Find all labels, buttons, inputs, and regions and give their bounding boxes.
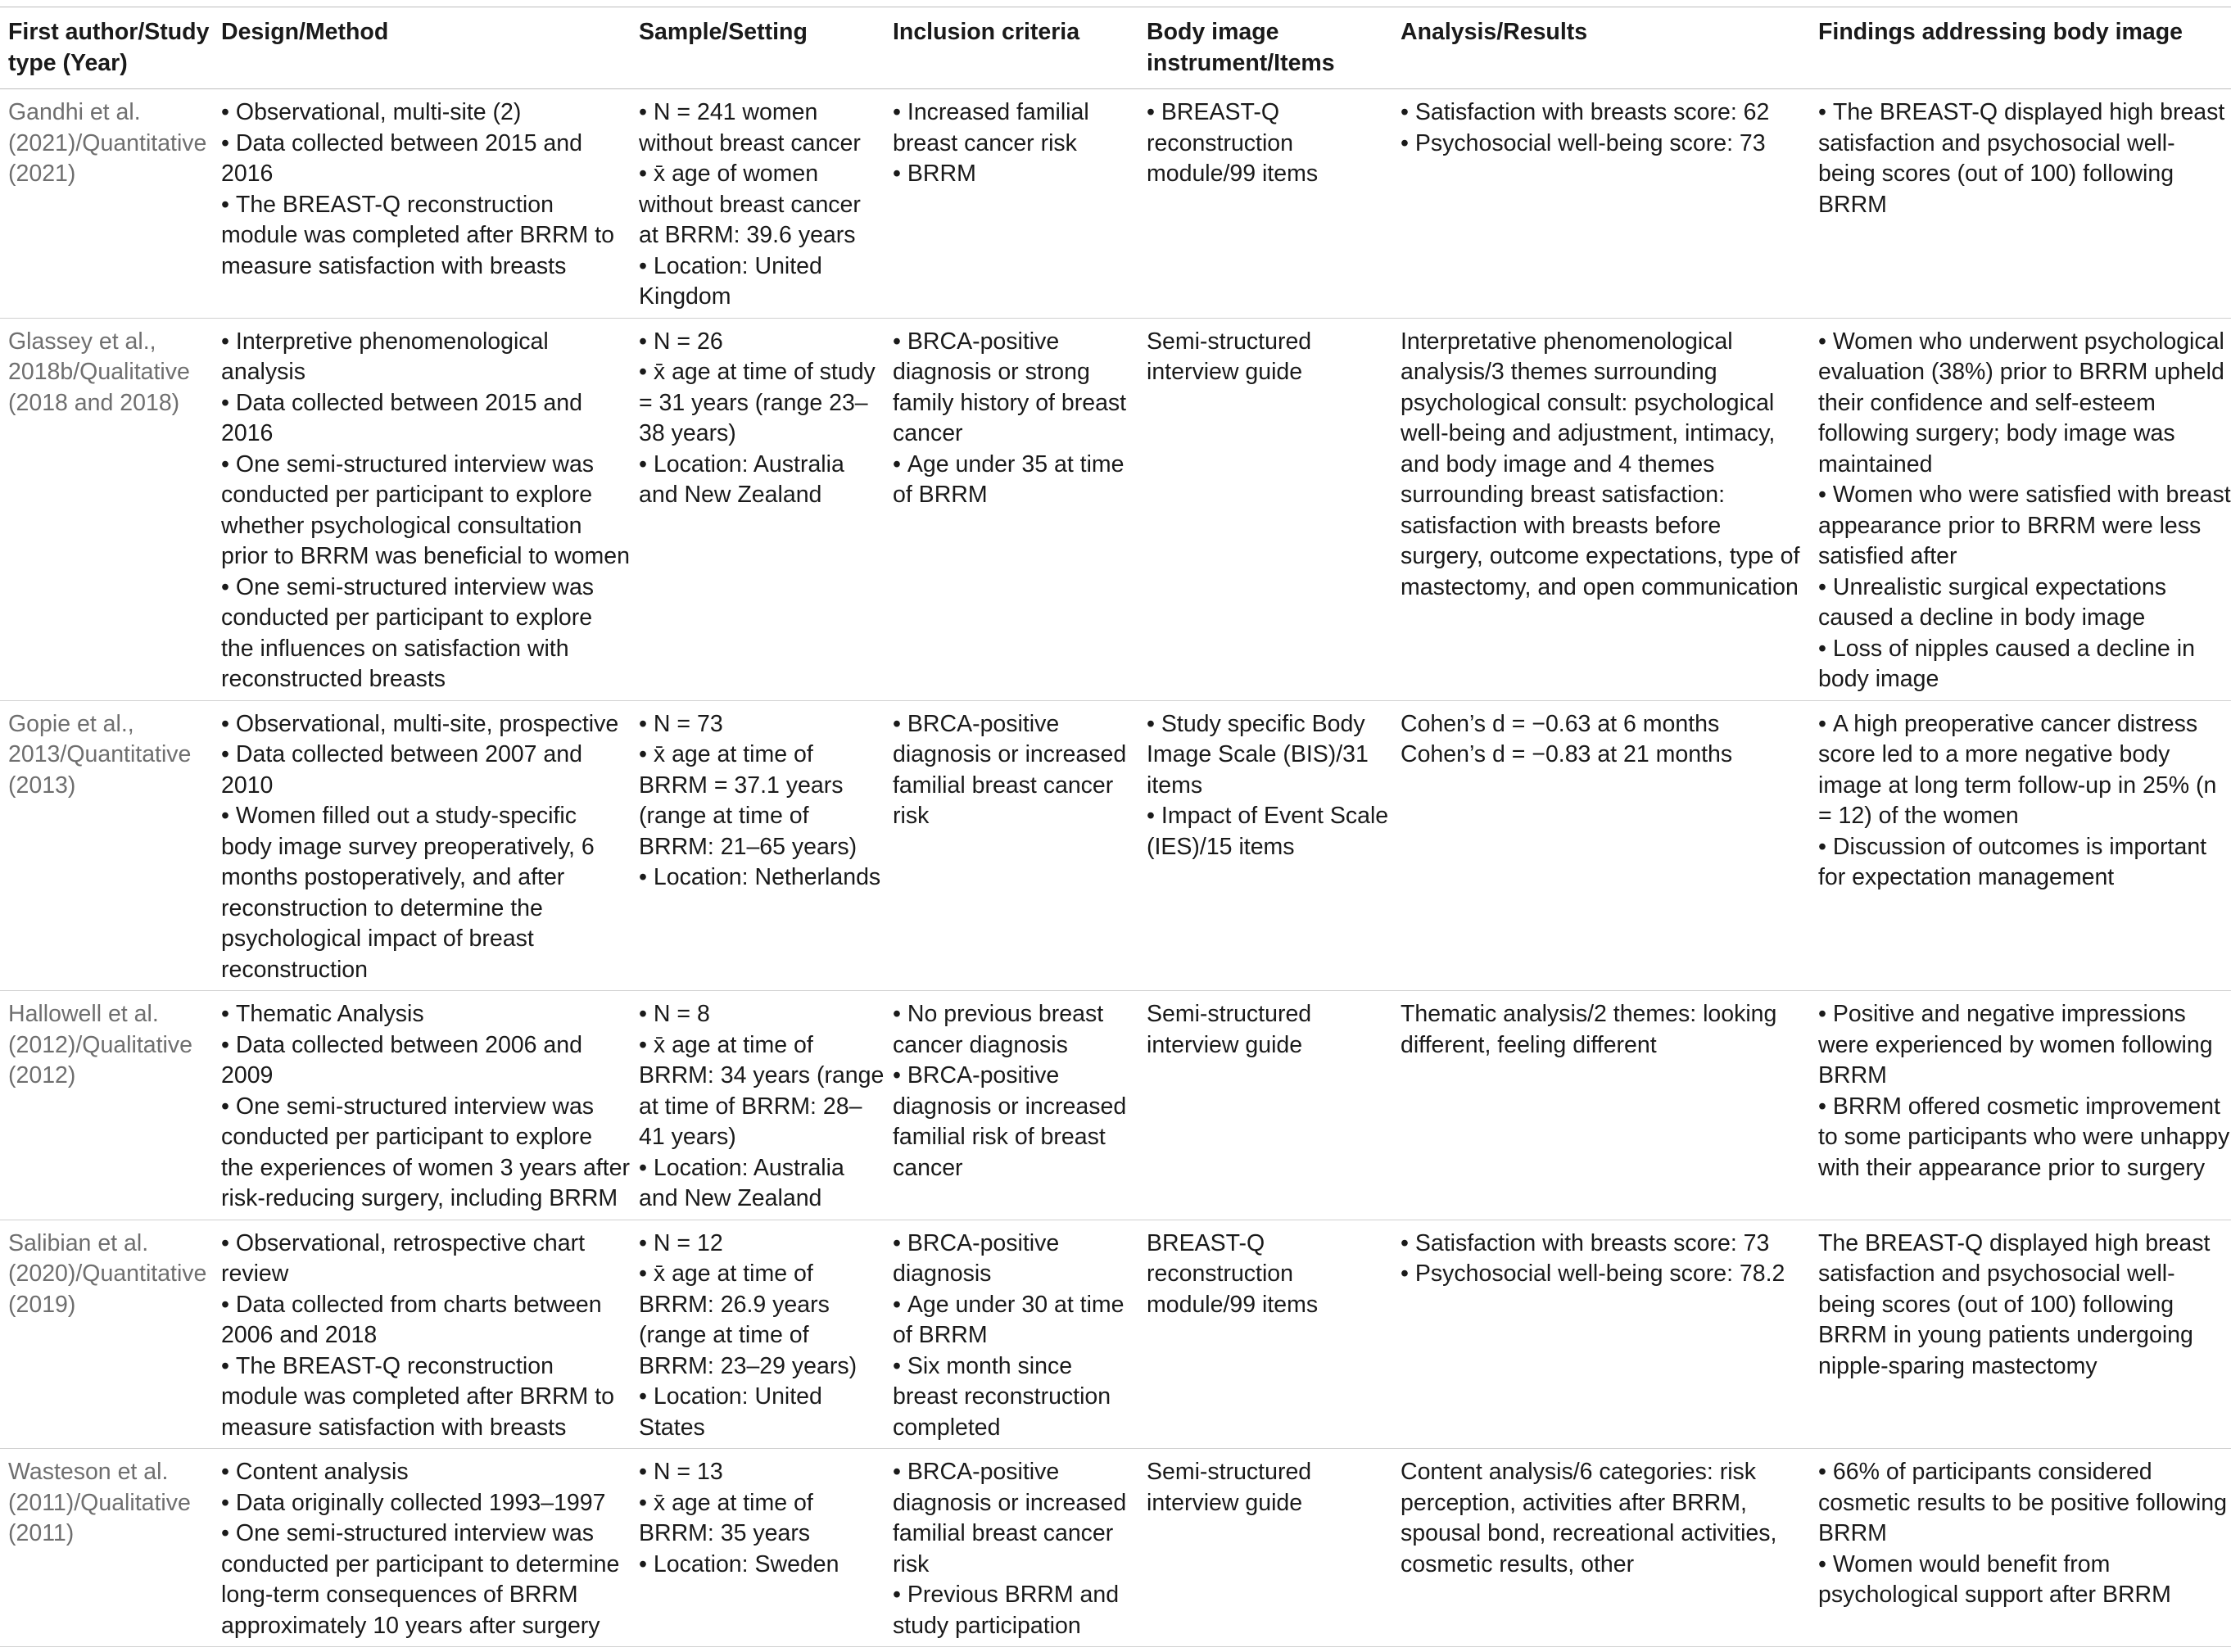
findings-cell	[1810, 1220, 2231, 1449]
sample-item: • x̄ age at time of study = 31 years (range 23–38 years)	[639, 357, 885, 450]
inclusion-item: • BRCA-positive diagnosis or strong family history of breast cancer	[893, 327, 1138, 450]
design-item: • Women filled out a study-specific body image survey preoperatively, 6 months postoperatively, and after reconstruction to determine the psychological impact of breast reconstruction	[221, 801, 631, 985]
table-row	[0, 89, 2231, 319]
sample-cell	[631, 991, 885, 1220]
design-cell	[213, 1449, 631, 1647]
author-cell: Gopie et al., 2013/Quantitative (2013)	[8, 710, 192, 799]
inclusion-item: • Age under 35 at time of BRRM	[893, 450, 1138, 511]
instrument-text: Semi-structured interview guide	[1147, 328, 1312, 385]
findings-item: • 66% of participants considered cosmetic results to be positive following BRRM	[1818, 1457, 2231, 1550]
design-item: • Data collected between 2007 and 2010	[221, 740, 631, 801]
design-cell	[213, 700, 631, 991]
inclusion-item: • Increased familial breast cancer risk	[893, 97, 1138, 159]
findings-cell	[1810, 89, 2231, 319]
sample-item: • x̄ age of women without breast cancer at BRRM: 39.6 years	[639, 159, 885, 251]
sample-item: • N = 8	[639, 999, 885, 1030]
sample-item: • Location: Australia and New Zealand	[639, 1153, 885, 1215]
design-cell	[213, 1220, 631, 1449]
design-item: • Data originally collected 1993–1997	[221, 1488, 631, 1519]
inclusion-item: • Previous BRRM and study participation	[893, 1580, 1138, 1641]
design-item: • Data collected between 2006 and 2009	[221, 1030, 631, 1092]
instrument-item: • BREAST-Q reconstruction module/99 items	[1147, 97, 1392, 190]
table-row	[0, 318, 2231, 700]
sample-item: • x̄ age at time of BRRM: 35 years	[639, 1488, 885, 1550]
table-row	[0, 1449, 2231, 1647]
instrument-cell	[1138, 89, 1392, 319]
instrument-cell	[1138, 318, 1392, 700]
sample-item: • N = 13	[639, 1457, 885, 1488]
findings-item: • Loss of nipples caused a decline in body image	[1818, 634, 2231, 695]
analysis-text: Content analysis/6 categories: risk perception, activities after BRRM, spousal bond, recreational activities, cosmetic results, other	[1401, 1459, 1777, 1577]
sample-item: • N = 73	[639, 709, 885, 740]
analysis-line: Cohen’s d = −0.63 at 6 months	[1401, 710, 1720, 737]
findings-item: • The BREAST-Q displayed high breast satisfaction and psychosocial well-being scores (out of 100) following BRRM	[1818, 97, 2231, 220]
instrument-cell	[1138, 991, 1392, 1220]
header-analysis: Analysis/Results	[1401, 19, 1588, 45]
sample-item: • Location: Netherlands	[639, 862, 885, 894]
design-item: • The BREAST-Q reconstruction module was completed after BRRM to measure satisfaction with breasts	[221, 1351, 631, 1444]
design-item: • Observational, retrospective chart review	[221, 1229, 631, 1290]
findings-item: • Women would benefit from psychological support after BRRM	[1818, 1550, 2231, 1611]
findings-item: • Unrealistic surgical expectations caused a decline in body image	[1818, 573, 2231, 634]
sample-item: • x̄ age at time of BRRM: 26.9 years (range at time of BRRM: 23–29 years)	[639, 1259, 885, 1382]
design-cell	[213, 318, 631, 700]
author-cell: Glassey et al., 2018b/Qualitative (2018 and 2018)	[8, 328, 190, 416]
analysis-cell	[1392, 318, 1810, 700]
analysis-cell	[1392, 700, 1810, 991]
author-cell: Hallowell et al. (2012)/Qualitative (2012)	[8, 1001, 192, 1089]
table-row	[0, 991, 2231, 1220]
sample-item: • Location: United Kingdom	[639, 251, 885, 313]
design-item: • One semi-structured interview was conducted per participant to explore whether psychological consultation prior to BRRM was beneficial to women	[221, 450, 631, 573]
inclusion-cell	[885, 1220, 1138, 1449]
inclusion-cell	[885, 700, 1138, 991]
design-item: • Data collected between 2015 and 2016	[221, 129, 631, 190]
findings-item: • A high preoperative cancer distress score led to a more negative body image at long term follow-up in 25% (n = 12) of the women	[1818, 709, 2231, 832]
table-row	[0, 1220, 2231, 1449]
sample-item: • x̄ age at time of BRRM: 34 years (range at time of BRRM: 28–41 years)	[639, 1030, 885, 1153]
analysis-cell	[1392, 991, 1810, 1220]
header-inclusion: Inclusion criteria	[893, 19, 1080, 45]
sample-cell	[631, 1220, 885, 1449]
analysis-item: • Psychosocial well-being score: 73	[1401, 129, 1810, 160]
inclusion-cell	[885, 318, 1138, 700]
inclusion-item: • BRCA-positive diagnosis or increased familial risk of breast cancer	[893, 1061, 1138, 1184]
instrument-item: • Impact of Event Scale (IES)/15 items	[1147, 801, 1392, 862]
author-cell: Wasteson et al. (2011)/Qualitative (2011)	[8, 1459, 191, 1546]
sample-item: • N = 241 women without breast cancer	[639, 97, 885, 159]
inclusion-item: • BRCA-positive diagnosis	[893, 1229, 1138, 1290]
findings-item: • BRRM offered cosmetic improvement to some participants who were unhappy with their appearance prior to surgery	[1818, 1092, 2231, 1184]
analysis-item: • Satisfaction with breasts score: 73	[1401, 1229, 1810, 1260]
findings-item: • Positive and negative impressions were experienced by women following BRRM	[1818, 999, 2231, 1092]
inclusion-item: • BRCA-positive diagnosis or increased familial breast cancer risk	[893, 1457, 1138, 1580]
findings-cell	[1810, 991, 2231, 1220]
inclusion-item: • Age under 30 at time of BRRM	[893, 1290, 1138, 1351]
sample-cell	[631, 700, 885, 991]
inclusion-item: • Six month since breast reconstruction completed	[893, 1351, 1138, 1444]
header-findings: Findings addressing body image	[1818, 19, 2183, 45]
sample-item: • N = 12	[639, 1229, 885, 1260]
findings-item: • Women who were satisfied with breast appearance prior to BRRM were less satisfied after	[1818, 480, 2231, 573]
design-item: • One semi-structured interview was conducted per participant to explore the influences on satisfaction with reconstructed breasts	[221, 573, 631, 695]
inclusion-cell	[885, 991, 1138, 1220]
findings-cell	[1810, 700, 2231, 991]
design-item: • Observational, multi-site, prospective	[221, 709, 631, 740]
study-characteristics-table	[0, 7, 2231, 1647]
design-item: • One semi-structured interview was conducted per participant to determine long-term consequences of BRRM approximately 10 years after surgery	[221, 1518, 631, 1641]
design-item: • The BREAST-Q reconstruction module was completed after BRRM to measure satisfaction with breasts	[221, 190, 631, 283]
design-item: • Data collected from charts between 2006 and 2018	[221, 1290, 631, 1351]
sample-item: • x̄ age at time of BRRM = 37.1 years (range at time of BRRM: 21–65 years)	[639, 740, 885, 862]
design-cell	[213, 991, 631, 1220]
header-sample: Sample/Setting	[639, 19, 808, 45]
analysis-cell	[1392, 89, 1810, 319]
table-row	[0, 700, 2231, 991]
design-item: • Observational, multi-site (2)	[221, 97, 631, 129]
sample-item: • Location: United States	[639, 1382, 885, 1443]
analysis-text: Thematic analysis/2 themes: looking different, feeling different	[1401, 1001, 1777, 1058]
findings-item: • Women who underwent psychological evaluation (38%) prior to BRRM upheld their confidence and self-esteem following surgery; body image was maintained	[1818, 327, 2231, 481]
analysis-cell	[1392, 1449, 1810, 1647]
author-cell: Gandhi et al. (2021)/Quantitative (2021)	[8, 99, 207, 187]
sample-item: • Location: Sweden	[639, 1550, 885, 1581]
header-design: Design/Method	[221, 19, 389, 45]
instrument-cell	[1138, 1220, 1392, 1449]
analysis-item: • Satisfaction with breasts score: 62	[1401, 97, 1810, 129]
design-cell	[213, 89, 631, 319]
sample-cell	[631, 318, 885, 700]
inclusion-cell	[885, 89, 1138, 319]
design-item: • Content analysis	[221, 1457, 631, 1488]
author-cell: Salibian et al. (2020)/Quantitative (2019)	[8, 1229, 207, 1318]
analysis-text: Interpretative phenomenological analysis/3 themes surrounding psychological consult: psychological well-being and adjustment, intimacy, and body image and 4 themes surrounding breast satisfaction: satisfaction with breasts before surgery, outcome expectations, type of mastectomy, and open communication	[1401, 328, 1800, 600]
header-author: First author/Study type (Year)	[8, 19, 210, 76]
findings-item: • Discussion of outcomes is important for expectation management	[1818, 832, 2231, 894]
instrument-text: Semi-structured interview guide	[1147, 1001, 1312, 1058]
sample-cell	[631, 1449, 885, 1647]
instrument-text: BREAST-Q reconstruction module/99 items	[1147, 1229, 1319, 1318]
design-item: • Data collected between 2015 and 2016	[221, 388, 631, 450]
inclusion-item: • No previous breast cancer diagnosis	[893, 999, 1138, 1061]
header-row	[0, 7, 2231, 89]
findings-text: The BREAST-Q displayed high breast satisfaction and psychosocial well-being scores (out of 100) following BRRM in young patients undergoing nipple-sparing mastectomy	[1818, 1229, 2211, 1379]
analysis-line: Cohen’s d = −0.83 at 21 months	[1401, 741, 1733, 767]
sample-item: • Location: Australia and New Zealand	[639, 450, 885, 511]
design-item: • Interpretive phenomenological analysis	[221, 327, 631, 388]
inclusion-item: • BRRM	[893, 159, 1138, 190]
analysis-item: • Psychosocial well-being score: 78.2	[1401, 1259, 1810, 1290]
instrument-cell	[1138, 700, 1392, 991]
header-instrument: Body image instrument/Items	[1147, 19, 1335, 76]
instrument-cell	[1138, 1449, 1392, 1647]
analysis-cell	[1392, 1220, 1810, 1449]
inclusion-cell	[885, 1449, 1138, 1647]
inclusion-item: • BRCA-positive diagnosis or increased familial breast cancer risk	[893, 709, 1138, 832]
design-item: • Thematic Analysis	[221, 999, 631, 1030]
sample-item: • N = 26	[639, 327, 885, 358]
instrument-item: • Study specific Body Image Scale (BIS)/31 items	[1147, 709, 1392, 802]
findings-cell	[1810, 1449, 2231, 1647]
sample-cell	[631, 89, 885, 319]
instrument-text: Semi-structured interview guide	[1147, 1459, 1312, 1516]
findings-cell	[1810, 318, 2231, 700]
design-item: • One semi-structured interview was conducted per participant to explore the experiences of women 3 years after risk-reducing surgery, including BRRM	[221, 1092, 631, 1215]
